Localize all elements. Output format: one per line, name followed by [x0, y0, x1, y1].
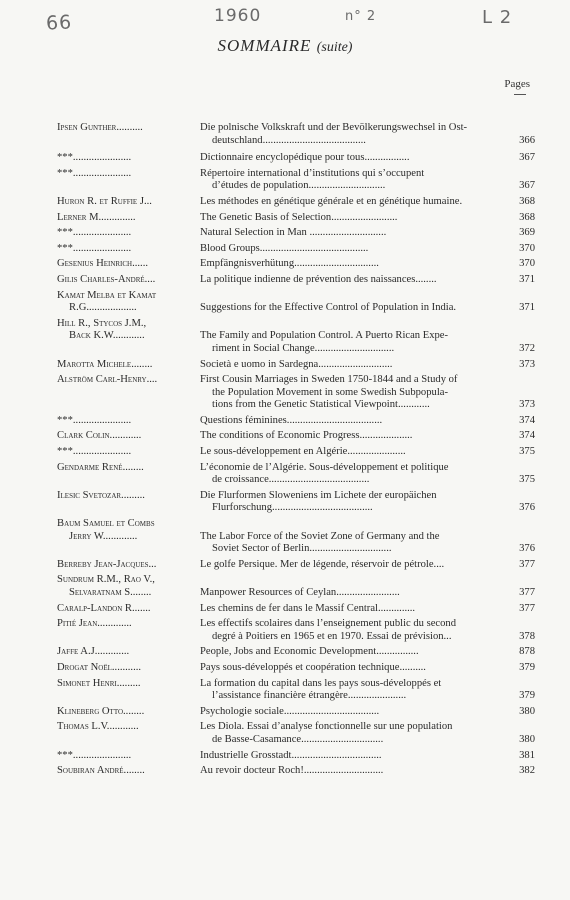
handwritten-issue: n° 2 [345, 9, 377, 24]
toc-title [200, 490, 509, 515]
toc-page-number: 368 [519, 211, 535, 223]
toc-page-number: 367 [519, 180, 535, 192]
table-of-contents [57, 122, 535, 781]
toc-page-number: 372 [519, 342, 535, 354]
toc-page-number: 376 [519, 502, 535, 514]
author-line: Alström Carl-Henry.... [57, 374, 158, 386]
title-line: Questions féminines.................................... [200, 414, 383, 426]
toc-entry [57, 227, 535, 240]
author-line: Sundrum R.M., Rao V., [57, 574, 155, 586]
toc-entry [57, 721, 535, 746]
toc-title [200, 415, 509, 428]
title-line: Blood Groups......................................... [200, 242, 369, 254]
toc-page-number: 378 [519, 630, 535, 642]
toc-title [200, 462, 509, 487]
toc-entry [57, 212, 535, 225]
author-line: Simonet Henri......... [57, 677, 141, 689]
toc-page-number: 369 [519, 227, 535, 239]
title-line: L’économie de l’Algérie. Sous-développement et politique [200, 461, 449, 473]
toc-title [200, 721, 509, 746]
toc-title [200, 706, 509, 719]
title-line: Les méthodes en génétique générale et en génétique humaine. [200, 195, 463, 207]
toc-entry [57, 243, 535, 256]
title-line [200, 290, 505, 303]
title-line: deutschland....................................... [212, 134, 366, 146]
toc-author [57, 574, 200, 599]
toc-entry [57, 678, 535, 703]
toc-title [200, 518, 509, 556]
title-line: Le sous-développement en Algérie...................... [200, 446, 406, 458]
author-line: ***...................... [57, 152, 132, 164]
title-line: Natural Selection in Man ............................. [200, 227, 387, 239]
toc-author [57, 430, 200, 443]
toc-title [200, 258, 509, 271]
title-line: Die polnische Volkskraft und der Bevölkerungswechsel in Ost- [200, 122, 468, 133]
toc-entry [57, 168, 535, 193]
toc-title [200, 359, 509, 372]
toc-entry [57, 750, 535, 763]
author-line: Ilesic Svetozar......... [57, 489, 145, 501]
toc-entry [57, 662, 535, 675]
toc-page-number: 371 [519, 302, 535, 314]
toc-author [57, 258, 200, 271]
handwritten-note-left: 66 [45, 11, 73, 35]
toc-entry [57, 706, 535, 719]
title-line: l’assistance financière étrangère...................... [212, 690, 407, 702]
title-line: Les chemins de fer dans le Massif Central.............. [200, 602, 416, 614]
author-line: Ipsen Gunther.......... [57, 122, 143, 133]
title-line [200, 518, 505, 531]
author-line: Hill R., Stycos J.M., [57, 317, 147, 329]
toc-page-number: 375 [519, 474, 535, 486]
toc-author [57, 168, 200, 193]
title-line: La politique indienne de prévention des naissances........ [200, 273, 437, 285]
title-line: Suggestions for the Effective Control of Population in India. [200, 302, 457, 314]
title-line: Soviet Sector of Berlin............................... [212, 543, 392, 555]
toc-entry [57, 518, 535, 556]
toc-author [57, 706, 200, 719]
toc-author [57, 618, 200, 643]
toc-author [57, 196, 200, 209]
toc-title [200, 646, 509, 659]
toc-title [200, 374, 509, 412]
author-line: Marotta Michele........ [57, 358, 153, 370]
toc-page-number: 374 [519, 430, 535, 442]
title-line: tions from the Genetic Statistical Viewpoint............ [212, 399, 430, 411]
toc-author [57, 765, 200, 778]
toc-author [57, 559, 200, 572]
toc-page-number: 371 [519, 273, 535, 285]
toc-page-number: 373 [519, 399, 535, 411]
toc-title [200, 430, 509, 443]
title-subtitle: (suite) [316, 40, 353, 55]
title-line: Au revoir docteur Roch!.............................. [200, 765, 384, 777]
toc-title [200, 765, 509, 778]
pages-underline [514, 94, 526, 95]
toc-author [57, 359, 200, 372]
title-line: Industrielle Grosstadt.................................. [200, 749, 382, 761]
title-line: d’études de population............................. [212, 180, 386, 192]
toc-author [57, 518, 200, 556]
title-line: Pays sous-développés et coopération technique.......... [200, 661, 426, 673]
title-line: Manpower Resources of Ceylan........................ [200, 587, 400, 598]
title-line: First Cousin Marriages in Sweden 1750-1844 and a Study of [200, 374, 458, 386]
author-line: ***...................... [57, 167, 132, 179]
toc-entry [57, 559, 535, 572]
title-line: the Population Movement in some Swedish Subpopula- [212, 386, 448, 398]
title-line: Psychologie sociale.................................... [200, 705, 380, 717]
toc-title [200, 243, 509, 256]
toc-entry [57, 290, 535, 315]
toc-page-number: 367 [519, 152, 535, 164]
author-line: Jaffe A.J............. [57, 646, 130, 658]
toc-entry [57, 574, 535, 599]
toc-page-number: 368 [519, 195, 535, 207]
author-line: Klineberg Otto........ [57, 705, 145, 717]
toc-entry [57, 122, 535, 147]
title-line: de croissance...................................... [212, 474, 370, 486]
toc-author [57, 603, 200, 616]
author-line: ***...................... [57, 242, 132, 254]
toc-entry [57, 318, 535, 356]
toc-entry [57, 490, 535, 515]
toc-title [200, 618, 509, 643]
title-line: La formation du capital dans les pays sous-développés et [200, 677, 442, 689]
title-line: The conditions of Economic Progress.................... [200, 430, 413, 442]
toc-page-number: 370 [519, 258, 535, 270]
toc-entry [57, 765, 535, 778]
toc-author [57, 318, 200, 356]
author-line: Gendarme René........ [57, 461, 144, 473]
toc-title [200, 574, 509, 599]
toc-page-number: 377 [519, 587, 535, 598]
author-line: ***...................... [57, 227, 132, 239]
title-line [200, 318, 505, 331]
toc-title [200, 603, 509, 616]
toc-entry [57, 258, 535, 271]
title-line: Les effectifs scolaires dans l’enseignement public du second [200, 618, 457, 630]
toc-author [57, 374, 200, 412]
toc-entry [57, 152, 535, 165]
author-line: ***...................... [57, 446, 132, 458]
toc-author [57, 212, 200, 225]
toc-author [57, 462, 200, 487]
toc-title [200, 212, 509, 225]
toc-page-number: 373 [519, 358, 535, 370]
title-line: The Genetic Basis of Selection......................... [200, 211, 398, 223]
toc-author [57, 662, 200, 675]
toc-author [57, 243, 200, 256]
toc-page-number: 377 [519, 558, 535, 570]
pages-column-header: Pages [504, 78, 530, 90]
toc-page-number: 375 [519, 446, 535, 458]
toc-title [200, 662, 509, 675]
author-line: Clark Colin............ [57, 430, 142, 442]
toc-entry [57, 462, 535, 487]
toc-page-number: 381 [519, 749, 535, 761]
toc-entry [57, 374, 535, 412]
toc-author [57, 490, 200, 515]
toc-entry [57, 603, 535, 616]
toc-page-number: 379 [519, 690, 535, 702]
author-line: Berreby Jean-Jacques... [57, 558, 157, 570]
toc-author [57, 122, 200, 147]
toc-author [57, 415, 200, 428]
toc-entry [57, 274, 535, 287]
toc-page-number: 366 [519, 134, 535, 146]
author-line: Gesenius Heinrich...... [57, 258, 149, 270]
toc-page-number: 376 [519, 543, 535, 555]
title-line: Dictionnaire encyclopédique pour tous................. [200, 152, 410, 164]
title-line: Die Flurformen Sloweniens im Lichete der europäichen [200, 489, 437, 501]
toc-entry [57, 446, 535, 459]
author-line: Jerry W............. [69, 530, 138, 542]
toc-entry [57, 415, 535, 428]
author-line: Selvaratnam S........ [69, 587, 152, 598]
title-line: degré à Poitiers en 1965 et en 1970. Essai de prévision... [212, 630, 452, 642]
toc-entry [57, 196, 535, 209]
author-line: Back K.W............ [69, 330, 145, 342]
author-line: Kamat Melba et Kamat [57, 289, 157, 301]
title-line: Società e uomo in Sardegna............................ [200, 358, 393, 370]
toc-author [57, 274, 200, 287]
title-line: Le golfe Persique. Mer de légende, réservoir de pétrole.... [200, 558, 445, 570]
toc-entry [57, 430, 535, 443]
title-main: SOMMAIRE [217, 36, 312, 55]
author-line: Gilis Charles-André.... [57, 273, 156, 285]
author-line: Pitié Jean............. [57, 618, 132, 630]
toc-title [200, 152, 509, 165]
title-line: Les Diola. Essai d’analyse fonctionnelle sur une population [200, 721, 453, 733]
toc-author [57, 446, 200, 459]
title-line: People, Jobs and Economic Development................ [200, 646, 419, 658]
toc-title [200, 446, 509, 459]
toc-entry [57, 646, 535, 659]
title-line: Répertoire international d’institutions qui s’occupent [200, 167, 425, 179]
toc-author [57, 152, 200, 165]
toc-title [200, 318, 509, 356]
toc-author [57, 290, 200, 315]
toc-author [57, 227, 200, 240]
title-line: Empfängnisverhütung................................ [200, 258, 379, 270]
author-line: Lerner M.............. [57, 211, 136, 223]
author-line: Soubiran André........ [57, 765, 145, 777]
title-line [200, 574, 505, 587]
author-line: Drogat Noël........... [57, 661, 142, 673]
handwritten-note-right: L 2 [482, 7, 513, 28]
toc-author [57, 750, 200, 763]
toc-author [57, 721, 200, 746]
toc-page-number: 379 [519, 661, 535, 673]
toc-title [200, 750, 509, 763]
toc-author [57, 678, 200, 703]
author-line: ***...................... [57, 749, 132, 761]
toc-title [200, 274, 509, 287]
toc-title [200, 168, 509, 193]
handwritten-year: 1960 [214, 6, 262, 26]
toc-title [200, 290, 509, 315]
title-line: Flurforschung...................................... [212, 502, 373, 514]
title-line: The Family and Population Control. A Puerto Rican Expe- [200, 330, 449, 342]
title-line: The Labor Force of the Soviet Zone of Germany and the [200, 530, 440, 542]
toc-page-number: 380 [519, 705, 535, 717]
toc-page-number: 377 [519, 602, 535, 614]
author-line: ***...................... [57, 414, 132, 426]
toc-page-number: 382 [519, 765, 535, 777]
toc-title [200, 227, 509, 240]
page-title [0, 36, 570, 56]
toc-page-number: 878 [519, 646, 535, 658]
toc-title [200, 122, 509, 147]
author-line: Huron R. et Ruffie J... [57, 195, 152, 207]
toc-entry [57, 359, 535, 372]
toc-page-number: 370 [519, 242, 535, 254]
toc-page-number: 380 [519, 733, 535, 745]
toc-title [200, 196, 509, 209]
author-line: R.G................... [69, 302, 137, 314]
toc-title [200, 559, 509, 572]
author-line: Baum Samuel et Combs [57, 518, 155, 530]
author-line: Thomas L.V............ [57, 721, 139, 733]
toc-entry [57, 618, 535, 643]
title-line: riment in Social Change.............................. [212, 342, 395, 354]
title-line: de Basse-Casamance............................... [212, 733, 384, 745]
toc-page-number: 374 [519, 414, 535, 426]
author-line: Caralp-Landon R....... [57, 602, 151, 614]
toc-title [200, 678, 509, 703]
toc-author [57, 646, 200, 659]
